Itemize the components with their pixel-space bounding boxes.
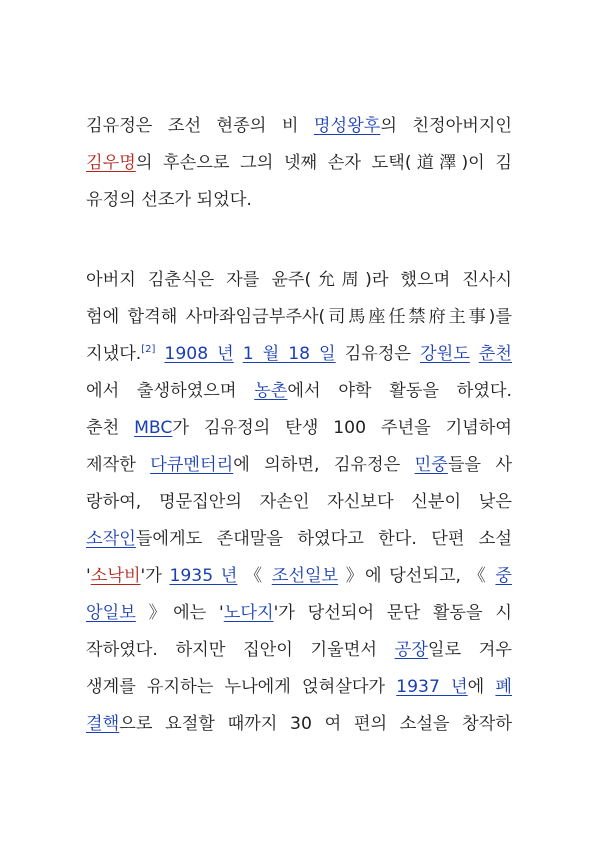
footnote-ref [141, 344, 155, 355]
body-text: 으로 요절할 때까지 30 여 편의 소설을 창작하 [119, 714, 512, 734]
article-link[interactable]: 명성왕후 [313, 116, 381, 136]
article-link[interactable]: 1 월 18 일 [242, 344, 336, 364]
text-line [86, 182, 512, 219]
article-link[interactable]: 앙일보 [86, 603, 136, 623]
body-text: 제작한 [86, 455, 151, 475]
body-text: 에 [467, 677, 496, 697]
body-text: 김유정은 조선 현종의 비 [86, 116, 314, 136]
paragraph [86, 108, 512, 219]
body-text: 에서 출생하였으며 [86, 381, 255, 401]
article-link[interactable]: 1908 년 [164, 344, 234, 364]
text-line [86, 595, 512, 632]
text-line [86, 410, 512, 447]
text-line [86, 373, 512, 410]
article-link[interactable]: 민중 [414, 455, 448, 475]
text-line [86, 145, 512, 182]
body-text: 의 후손으로 그의 넷째 손자 도택(道澤)이 김 [135, 153, 512, 173]
text-line [86, 669, 512, 706]
article-link[interactable]: 1937 년 [396, 677, 468, 697]
text-line [86, 336, 512, 373]
text-line [86, 632, 512, 669]
body-text: 》에는 ' [135, 603, 224, 623]
body-text: 랑하여, 명문집안의 자손인 자신보다 신분이 낮은 [86, 492, 512, 512]
article-link[interactable]: MBC [134, 418, 173, 438]
article-link[interactable]: 노다지 [223, 603, 274, 623]
article-link[interactable]: 중 [495, 566, 513, 586]
text-line [86, 447, 512, 484]
article-link[interactable]: 폐 [495, 677, 512, 697]
body-text: 일로 겨우 [427, 640, 512, 660]
article-link[interactable]: 소작인 [86, 529, 136, 549]
body-text: 아버지 김춘식은 자를 윤주(允周)라 했으며 진사시 [86, 270, 512, 290]
footnote-link[interactable]: [2] [141, 344, 156, 355]
body-text [470, 344, 479, 364]
article-link[interactable]: 다큐멘터리 [150, 455, 234, 475]
body-text: '가 [140, 566, 170, 586]
missing-article-link[interactable]: 소낙비 [90, 566, 141, 586]
body-text: 김유정은 [335, 344, 420, 364]
article-link[interactable]: 강원도 [420, 344, 470, 364]
body-text: 험에 합격해 사마좌임금부주사(司馬座任禁府主事)를 [86, 307, 512, 327]
body-text: '가 당선되어 문단 활동을 시 [273, 603, 512, 623]
text-line [86, 299, 512, 336]
paragraph [86, 262, 512, 743]
body-text: 에 의하면, 김유정은 [233, 455, 415, 475]
body-text [234, 344, 243, 364]
missing-article-link[interactable]: 김우명 [86, 153, 136, 173]
article-link[interactable]: 결핵 [86, 714, 120, 734]
article-link[interactable]: 농촌 [254, 381, 288, 401]
body-text: 들을 사 [447, 455, 513, 475]
body-text: 춘천 [86, 418, 135, 438]
body-text: 의 친정아버지인 [380, 116, 512, 136]
body-text: 가 김유정의 탄생 100 주년을 기념하여 [172, 418, 512, 438]
body-text: 《 [237, 566, 272, 586]
article-link[interactable]: 1935 년 [169, 566, 238, 586]
body-text: 유정의 선조가 되었다. [86, 190, 252, 210]
article-link[interactable]: 춘천 [478, 344, 512, 364]
body-text: ' [86, 566, 91, 586]
text-line [86, 706, 512, 743]
text-line [86, 262, 512, 299]
article-link[interactable]: 조선일보 [271, 566, 339, 586]
body-text: 지냈다. [86, 344, 142, 364]
text-line [86, 484, 512, 521]
text-line [86, 558, 512, 595]
body-text: 들에게도 존대말을 하였다고 한다. 단편 소설 [135, 529, 512, 549]
body-text: 》에 당선되고, 《 [338, 566, 496, 586]
article-link[interactable]: 공장 [394, 640, 428, 660]
body-text: 생계를 유지하는 누나에게 얹혀살다가 [86, 677, 397, 697]
body-text: 에서 야학 활동을 하였다. [287, 381, 512, 401]
text-line [86, 108, 512, 145]
text-line [86, 521, 512, 558]
body-text: 작하였다. 하지만 집안이 기울면서 [86, 640, 395, 660]
